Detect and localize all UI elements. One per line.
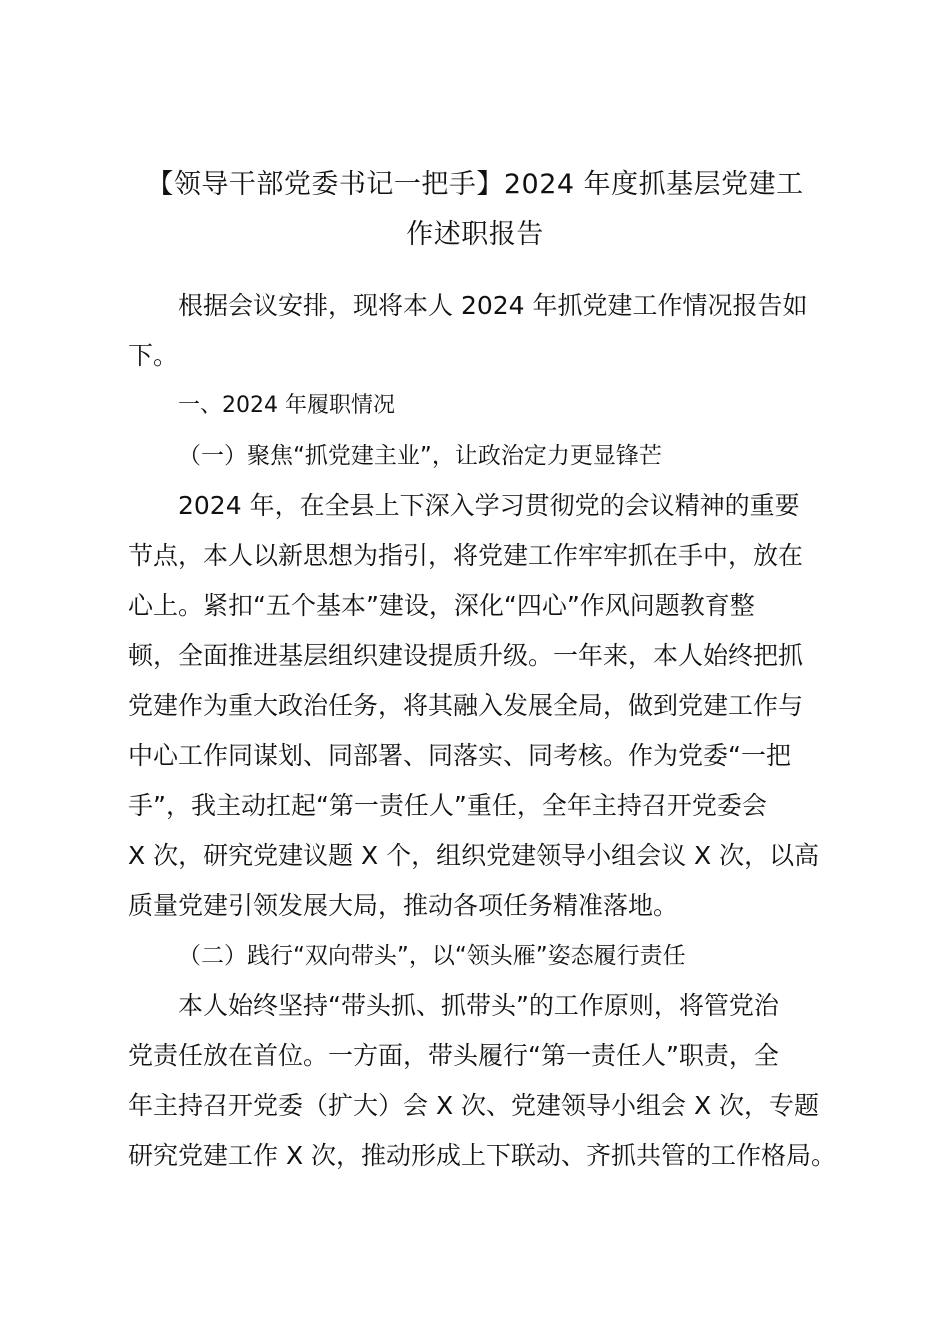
subsection-2-line-3: 年主持召开党委（扩大）会 X 次、党建领导小组会 X 次，专题: [128, 1091, 820, 1120]
subsection-1-line-3: 心上。紧扣“五个基本”建设，深化“四心”作风问题教育整: [128, 591, 755, 620]
intro-line-1: 根据会议安排，现将本人 2024 年抓党建工作情况报告如: [178, 291, 808, 320]
subsection-1-line-5: 党建作为重大政治任务，将其融入发展全局，做到党建工作与: [128, 691, 804, 720]
subsection-2-line-2: 党责任放在首位。一方面，带头履行“第一责任人”职责，全: [128, 1041, 779, 1070]
subsection-1-line-7: 手”，我主动扛起“第一责任人”重任，全年主持召开党委会: [128, 791, 767, 820]
subsection-1-line-2: 节点，本人以新思想为指引，将党建工作牢牢抓在手中，放在: [128, 541, 804, 570]
subsection-1-line-8: X 次，研究党建议题 X 个，组织党建领导小组会议 X 次，以高: [128, 841, 820, 870]
document-title-line-2: 作述职报告: [406, 219, 544, 250]
subsection-2-heading: （二）践行“双向带头”，以“领头雁”姿态履行责任: [178, 943, 686, 969]
subsection-2-line-1: 本人始终坚持“带头抓、抓带头”的工作原则，将管党治: [178, 991, 779, 1020]
subsection-1-line-4: 顿，全面推进基层组织建设提质升级。一年来，本人始终把抓: [128, 641, 804, 670]
intro-line-2: 下。: [128, 341, 179, 370]
subsection-1-line-6: 中心工作同谋划、同部署、同落实、同考核。作为党委“一把: [128, 741, 791, 770]
document-title-line-1: 【领导干部党委书记一把手】2024 年度抓基层党建工: [146, 169, 804, 200]
subsection-1-line-1: 2024 年，在全县上下深入学习贯彻党的会议精神的重要: [178, 491, 800, 520]
subsection-2-line-4: 研究党建工作 X 次，推动形成上下联动、齐抓共管的工作格局。: [128, 1141, 837, 1170]
subsection-1-line-9: 质量党建引领发展大局，推动各项任务精准落地。: [128, 891, 679, 920]
subsection-1-heading: （一）聚焦“抓党建主业”，让政治定力更显锋芒: [178, 443, 662, 469]
section-1-heading: 一、2024 年履职情况: [178, 393, 395, 418]
